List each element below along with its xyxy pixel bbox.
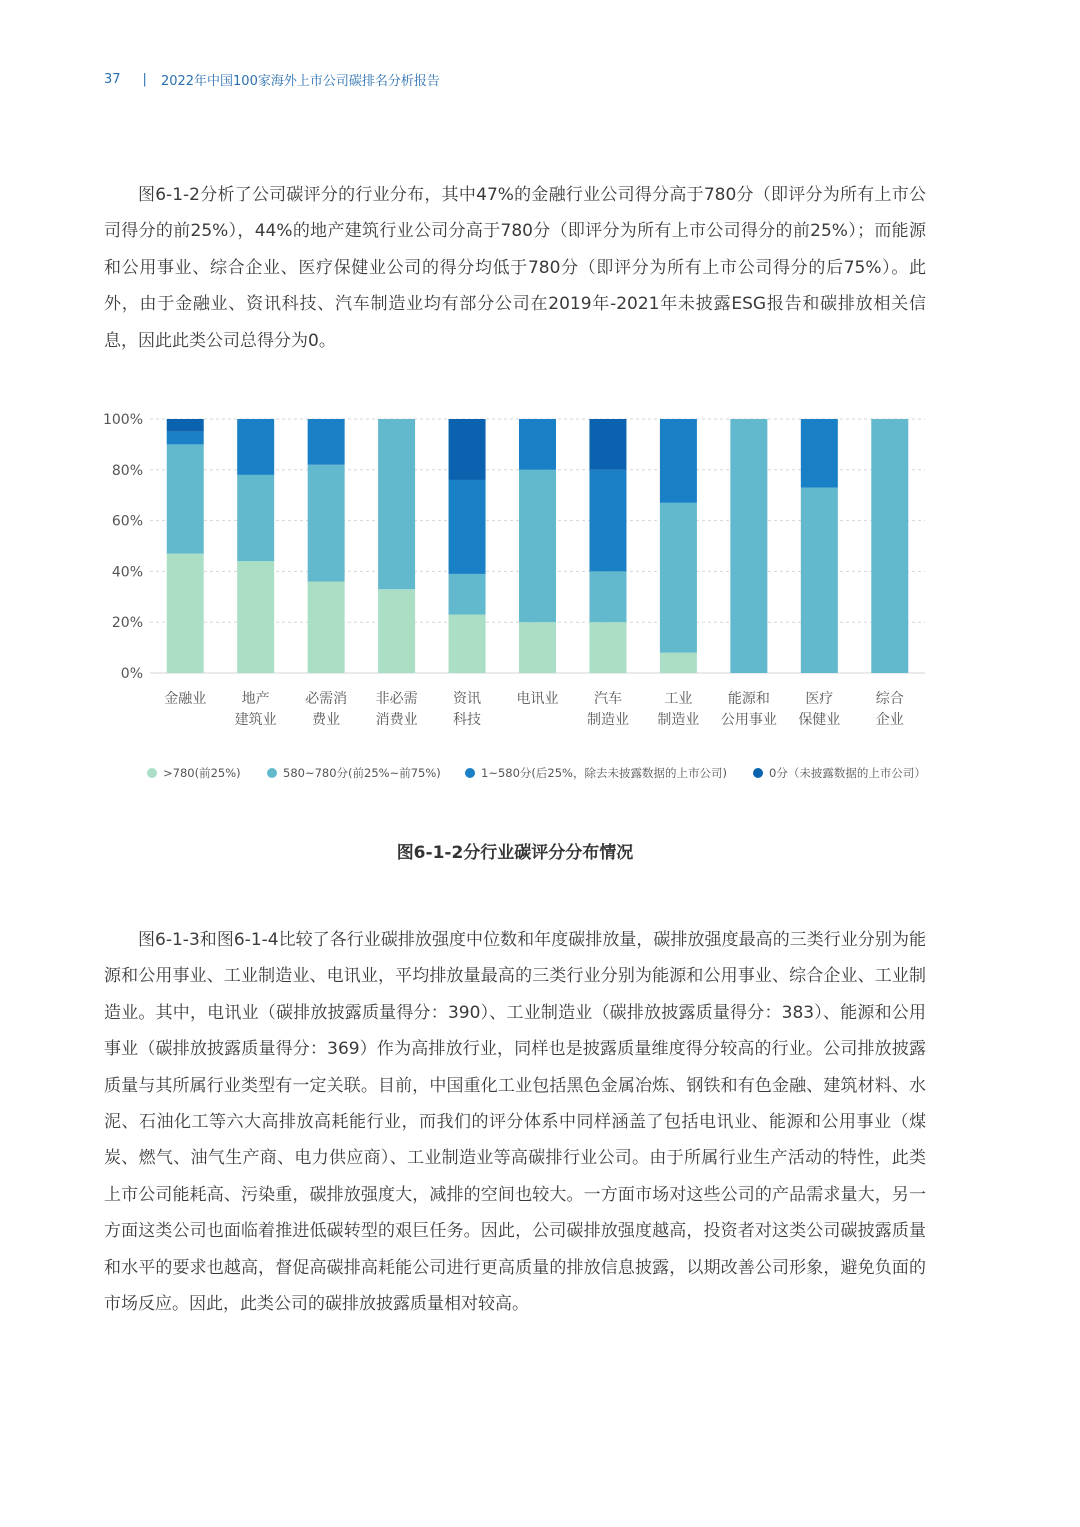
y-tick-label: 20% — [111, 615, 143, 632]
x-tick-label: 地产 — [241, 691, 270, 707]
y-tick-label: 100% — [102, 412, 143, 428]
legend-label: 0分（未披露数据的上市公司） — [769, 766, 926, 780]
header-separator: | — [142, 72, 147, 87]
analysis-paragraph: 图6-1-3和图6-1-4比较了各行业碳排放强度中位数和年度碳排放量，碳排放强度最高的三类行业分别为能源和公用事业、工业制造业、电讯业，平均排放量最高的三类行业分别为能源和公用事业、综合企业、工业制造业。其中，电讯业（碳排放披露质量得分：390）、工业制造业（碳排放披露质量得分：383）、能源和公用事业（碳排放披露质量得分：369）作为高排放行业，同样也是披露质量维度得分较高的行业。公司排放披露质量与其所属行业类型有一定关联。目前，中国重化工业包括黑色金属冶炼、钢铁和有色金融、建筑材料、水泥、石油化工等六大高排放高耗能行业，而我们的评分体系中同样涵盖了包括电讯业、能源和公用事业（煤炭、燃气、油气生产商、电力供应商）、工业制造业等高碳排行业公司。由于所属行业生产活动的特性，此类上市公司能耗高、污染重，碳排放强度大，减排的空间也较大。一方面市场对这些公司的产品需求量大，另一方面这类公司也面临着推进低碳转型的艰巨任务。因此，公司碳排放强度越高，投资者对这类公司碳披露质量和水平的要求也越高，督促高碳排高耗能公司进行更高质量的排放信息披露，以期改善公司形象，避免负面的市场反应。因此，此类公司的碳排放披露质量相对较高。 — [104, 930, 926, 1315]
bar-segment — [167, 554, 204, 673]
y-tick-label: 80% — [111, 462, 143, 479]
x-tick-label: 公用事业 — [720, 712, 777, 728]
bar-segment — [660, 503, 697, 653]
legend-marker — [465, 768, 475, 778]
page-header — [104, 70, 440, 89]
x-tick-label: 汽车 — [593, 691, 622, 707]
bar-segment — [801, 419, 838, 488]
x-tick-label: 工业 — [664, 691, 693, 707]
x-tick-label: 非必需 — [375, 691, 418, 707]
bar-segment — [589, 470, 626, 572]
bar-segment — [378, 419, 415, 589]
bar-segment — [378, 589, 415, 673]
legend-label: >780(前25%) — [163, 766, 241, 780]
x-tick-label: 建筑业 — [234, 712, 277, 728]
y-tick-label: 60% — [111, 513, 143, 530]
bar-segment — [519, 419, 556, 470]
bar-segment — [589, 622, 626, 673]
x-tick-label: 电讯业 — [516, 691, 559, 707]
bar-segment — [589, 571, 626, 622]
bar-segment — [449, 480, 486, 574]
legend-label: 1~580分(后25%，除去未披露数据的上市公司) — [481, 766, 727, 780]
bar-segment — [801, 488, 838, 673]
bar-segment — [237, 419, 274, 475]
legend-marker — [147, 768, 157, 778]
legend-marker — [267, 768, 277, 778]
industry-score-chart — [0, 395, 1080, 805]
figure-caption: 图6-1-2分行业碳评分分布情况 — [396, 843, 634, 863]
bar-segment — [871, 419, 908, 673]
legend-label: 580~780分(前25%~前75%) — [283, 766, 441, 780]
bar-segment — [237, 475, 274, 561]
x-tick-label: 医疗 — [805, 691, 834, 707]
bar-segment — [167, 419, 204, 432]
x-tick-label: 科技 — [453, 712, 482, 728]
bar-segment — [308, 582, 345, 673]
x-tick-label: 费业 — [312, 712, 341, 728]
x-tick-label: 必需消 — [305, 691, 348, 707]
bar-segment — [308, 419, 345, 465]
x-tick-label: 能源和 — [727, 691, 770, 707]
y-tick-label: 0% — [120, 666, 143, 682]
x-tick-label: 保健业 — [798, 712, 841, 728]
bar-segment — [449, 419, 486, 480]
x-tick-label: 制造业 — [586, 712, 629, 728]
x-tick-label: 企业 — [875, 712, 904, 728]
x-tick-label: 制造业 — [657, 712, 700, 728]
bar-segment — [167, 444, 204, 553]
intro-paragraph: 图6-1-2分析了公司碳评分的行业分布，其中47%的金融行业公司得分高于780分（即评分为所有上市公司得分的前25%），44%的地产建筑行业公司分高于780分（即评分为所有上市公司得分的前25%）；而能源和公用事业、综合企业、医疗保健业公司的得分均低于780分（即评分为所有上市公司得分的后75%）。此外，由于金融业、资讯科技、汽车制造业均有部分公司在2019年-2021年未披露ESG报告和碳排放相关信息，因此此类公司总得分为0。 — [104, 185, 926, 351]
bar-segment — [730, 419, 767, 673]
x-tick-label: 综合 — [875, 691, 904, 707]
bar-segment — [660, 419, 697, 503]
bar-segment — [660, 653, 697, 673]
bar-segment — [237, 561, 274, 673]
bar-segment — [589, 419, 626, 470]
x-tick-label: 金融业 — [164, 691, 207, 707]
y-tick-label: 40% — [111, 564, 143, 581]
x-tick-label: 资讯 — [453, 691, 482, 707]
bar-segment — [519, 622, 556, 673]
bar-segment — [308, 465, 345, 582]
bar-segment — [449, 615, 486, 673]
report-title: 2022年中国100家海外上市公司碳排名分析报告 — [160, 74, 440, 89]
bar-segment — [167, 432, 204, 445]
page-number: 37 — [104, 72, 121, 87]
x-tick-label: 消费业 — [375, 712, 418, 728]
bar-segment — [519, 470, 556, 622]
legend-marker — [753, 768, 763, 778]
bar-segment — [449, 574, 486, 615]
